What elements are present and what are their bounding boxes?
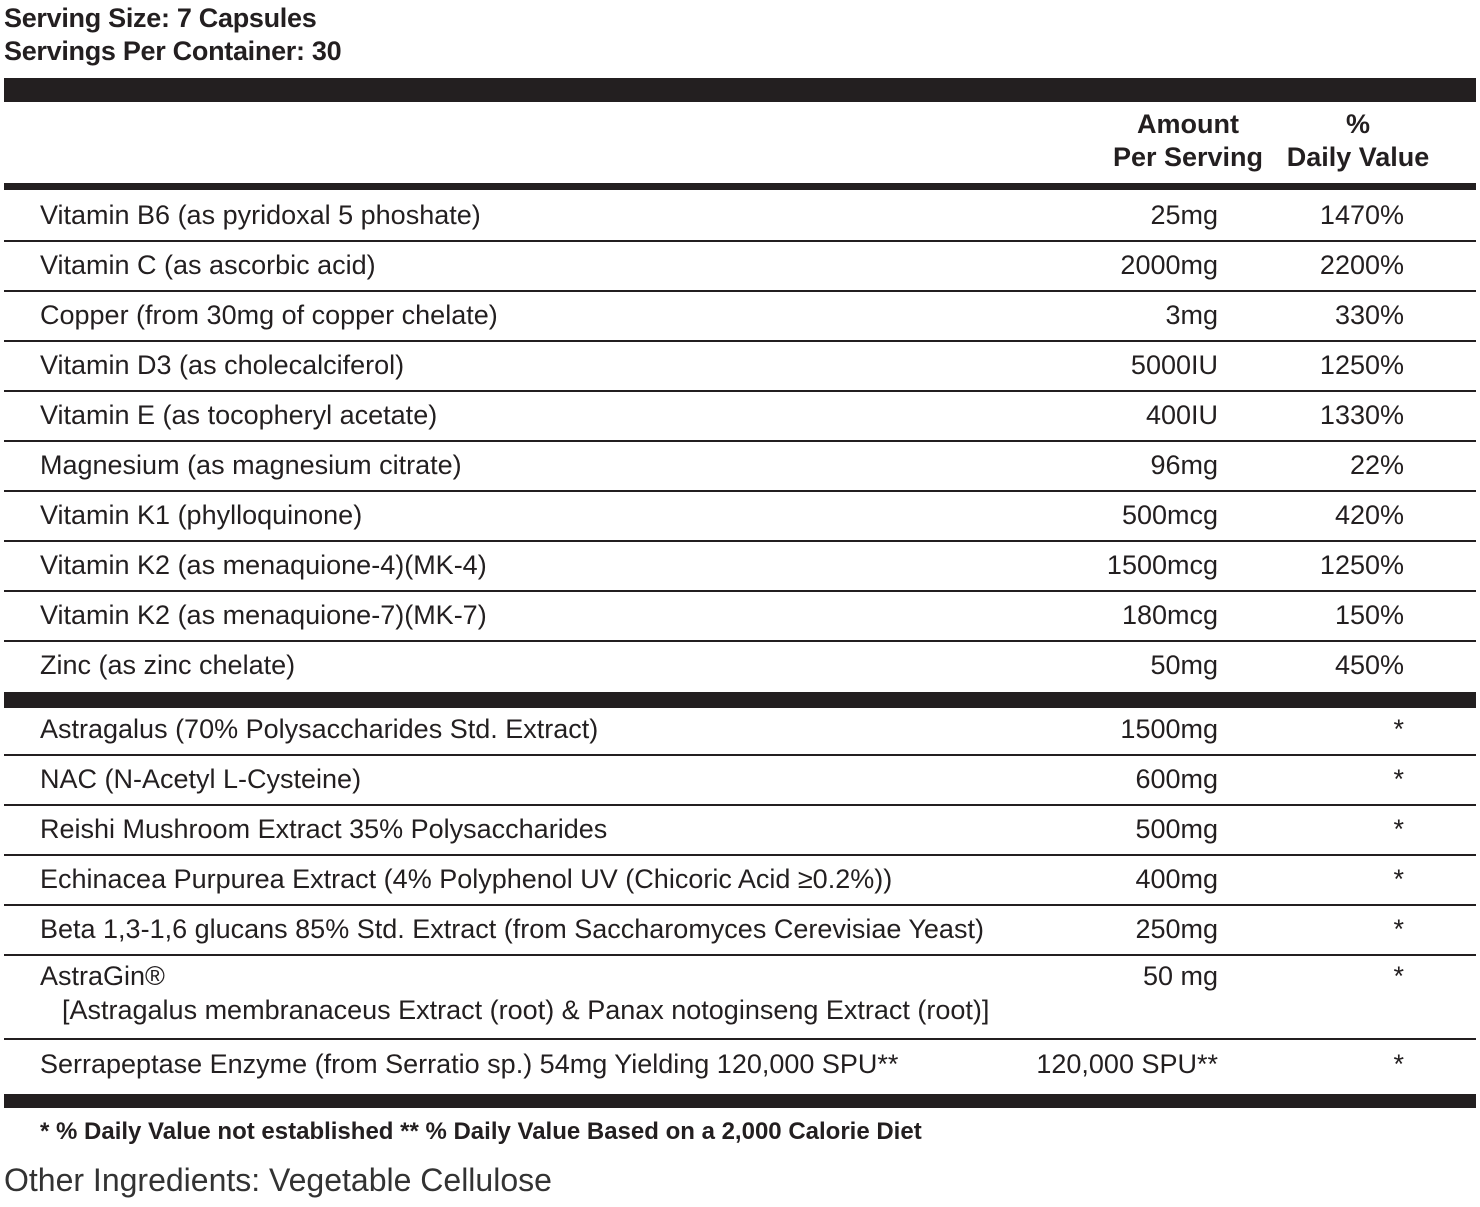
ingredient-name: Vitamin E (as tocopheryl acetate) xyxy=(40,400,438,430)
ingredient-row xyxy=(0,392,1480,442)
amount-header-line1: Amount xyxy=(1137,109,1239,139)
row-rule xyxy=(4,1038,1476,1040)
ingredient-amount: 50 mg xyxy=(1142,961,1218,991)
footnote: * % Daily Value not established ** % Daily Value Based on a 2,000 Calorie Diet xyxy=(40,1118,922,1145)
header-rule xyxy=(4,183,1476,190)
ingredient-dv: 450% xyxy=(1334,650,1404,680)
ingredient-row xyxy=(0,856,1480,906)
ingredient-dv: 420% xyxy=(1334,500,1404,530)
ingredient-dv: * xyxy=(1393,764,1404,794)
ingredient-name: Vitamin K2 (as menaquione-4)(MK-4) xyxy=(40,550,487,580)
ingredient-amount: 600mg xyxy=(1135,764,1218,794)
dv-header-line1: % xyxy=(1345,109,1370,139)
ingredient-dv: * xyxy=(1393,961,1404,991)
ingredient-name: Astragalus (70% Polysaccharides Std. Extract) xyxy=(40,714,599,744)
ingredient-dv: * xyxy=(1393,1049,1404,1079)
ingredient-row xyxy=(0,442,1480,492)
ingredient-name: Magnesium (as magnesium citrate) xyxy=(40,450,462,480)
ingredient-row xyxy=(0,242,1480,292)
ingredient-amount: 500mg xyxy=(1135,814,1218,844)
ingredient-dv: 1330% xyxy=(1319,400,1404,430)
ingredient-dv: * xyxy=(1393,914,1404,944)
ingredient-name: Zinc (as zinc chelate) xyxy=(40,650,296,680)
ingredient-row xyxy=(0,642,1480,692)
ingredient-name: Vitamin D3 (as cholecalciferol) xyxy=(40,350,405,380)
ingredient-row xyxy=(0,542,1480,592)
ingredient-name: Serrapeptase Enzyme (from Serratio sp.) 54mg Yielding 120,000 SPU** xyxy=(40,1049,899,1079)
serving-size: Serving Size: 7 Capsules xyxy=(4,3,317,33)
ingredient-dv: 2200% xyxy=(1319,250,1404,280)
ingredient-amount: 2000mg xyxy=(1120,250,1218,280)
ingredient-amount: 25mg xyxy=(1150,200,1218,230)
amount-header xyxy=(1108,108,1268,174)
serrapeptase-row xyxy=(0,1042,1480,1090)
ingredient-name: AstraGin® xyxy=(40,961,165,991)
ingredient-row xyxy=(0,756,1480,806)
ingredient-dv: 150% xyxy=(1334,600,1404,630)
ingredient-name: Vitamin K2 (as menaquione-7)(MK-7) xyxy=(40,600,487,630)
servings-per-container: Servings Per Container: 30 xyxy=(4,36,342,66)
ingredient-amount: 250mg xyxy=(1135,914,1218,944)
ingredient-dv: 1250% xyxy=(1319,550,1404,580)
ingredient-row xyxy=(0,192,1480,242)
ingredient-dv: 330% xyxy=(1334,300,1404,330)
ingredient-row xyxy=(0,292,1480,342)
ingredient-dv: * xyxy=(1393,714,1404,744)
ingredient-amount: 96mg xyxy=(1150,450,1218,480)
ingredient-name: Reishi Mushroom Extract 35% Polysaccharides xyxy=(40,814,608,844)
ingredient-dv: * xyxy=(1393,814,1404,844)
ingredient-amount: 1500mg xyxy=(1120,714,1218,744)
ingredient-dv: 1470% xyxy=(1319,200,1404,230)
ingredient-name: Copper (from 30mg of copper chelate) xyxy=(40,300,498,330)
astragin-row xyxy=(0,956,1480,1036)
ingredient-row xyxy=(0,342,1480,392)
amount-header-line2: Per Serving xyxy=(1112,142,1264,172)
ingredient-row xyxy=(0,806,1480,856)
ingredient-amount: 500mcg xyxy=(1121,500,1218,530)
ingredient-row xyxy=(0,706,1480,756)
ingredient-amount: 400mg xyxy=(1135,864,1218,894)
ingredient-name: Vitamin B6 (as pyridoxal 5 phoshate) xyxy=(40,200,481,230)
ingredient-row xyxy=(0,906,1480,956)
ingredient-row xyxy=(0,492,1480,542)
ingredient-name: Echinacea Purpurea Extract (4% Polyphenol UV (Chicoric Acid ≥0.2%)) xyxy=(40,864,893,894)
ingredient-subname: [Astragalus membranaceus Extract (root) & Panax notoginseng Extract (root)] xyxy=(62,995,990,1025)
ingredient-dv: 22% xyxy=(1349,450,1404,480)
ingredient-row xyxy=(0,592,1480,642)
ingredient-name: Vitamin K1 (phylloquinone) xyxy=(40,500,363,530)
top-thick-bar xyxy=(4,78,1476,102)
dv-header xyxy=(1278,108,1438,174)
ingredient-dv: * xyxy=(1393,864,1404,894)
ingredient-name: Vitamin C (as ascorbic acid) xyxy=(40,250,376,280)
ingredient-amount: 1500mcg xyxy=(1106,550,1218,580)
ingredient-name: NAC (N-Acetyl L-Cysteine) xyxy=(40,764,362,794)
ingredient-amount: 50mg xyxy=(1150,650,1218,680)
bottom-thick-bar xyxy=(4,1094,1476,1108)
ingredient-amount: 5000IU xyxy=(1130,350,1218,380)
ingredient-name: Beta 1,3-1,6 glucans 85% Std. Extract (from Saccharomyces Cerevisiae Yeast) xyxy=(40,914,984,944)
dv-header-line2: Daily Value xyxy=(1286,142,1430,172)
ingredient-amount: 400IU xyxy=(1145,400,1218,430)
ingredient-dv: 1250% xyxy=(1319,350,1404,380)
ingredient-amount: 3mg xyxy=(1165,300,1218,330)
ingredient-amount: 120,000 SPU** xyxy=(1036,1049,1218,1079)
ingredient-amount: 180mcg xyxy=(1121,600,1218,630)
other-ingredients: Other Ingredients: Vegetable Cellulose xyxy=(4,1162,552,1198)
